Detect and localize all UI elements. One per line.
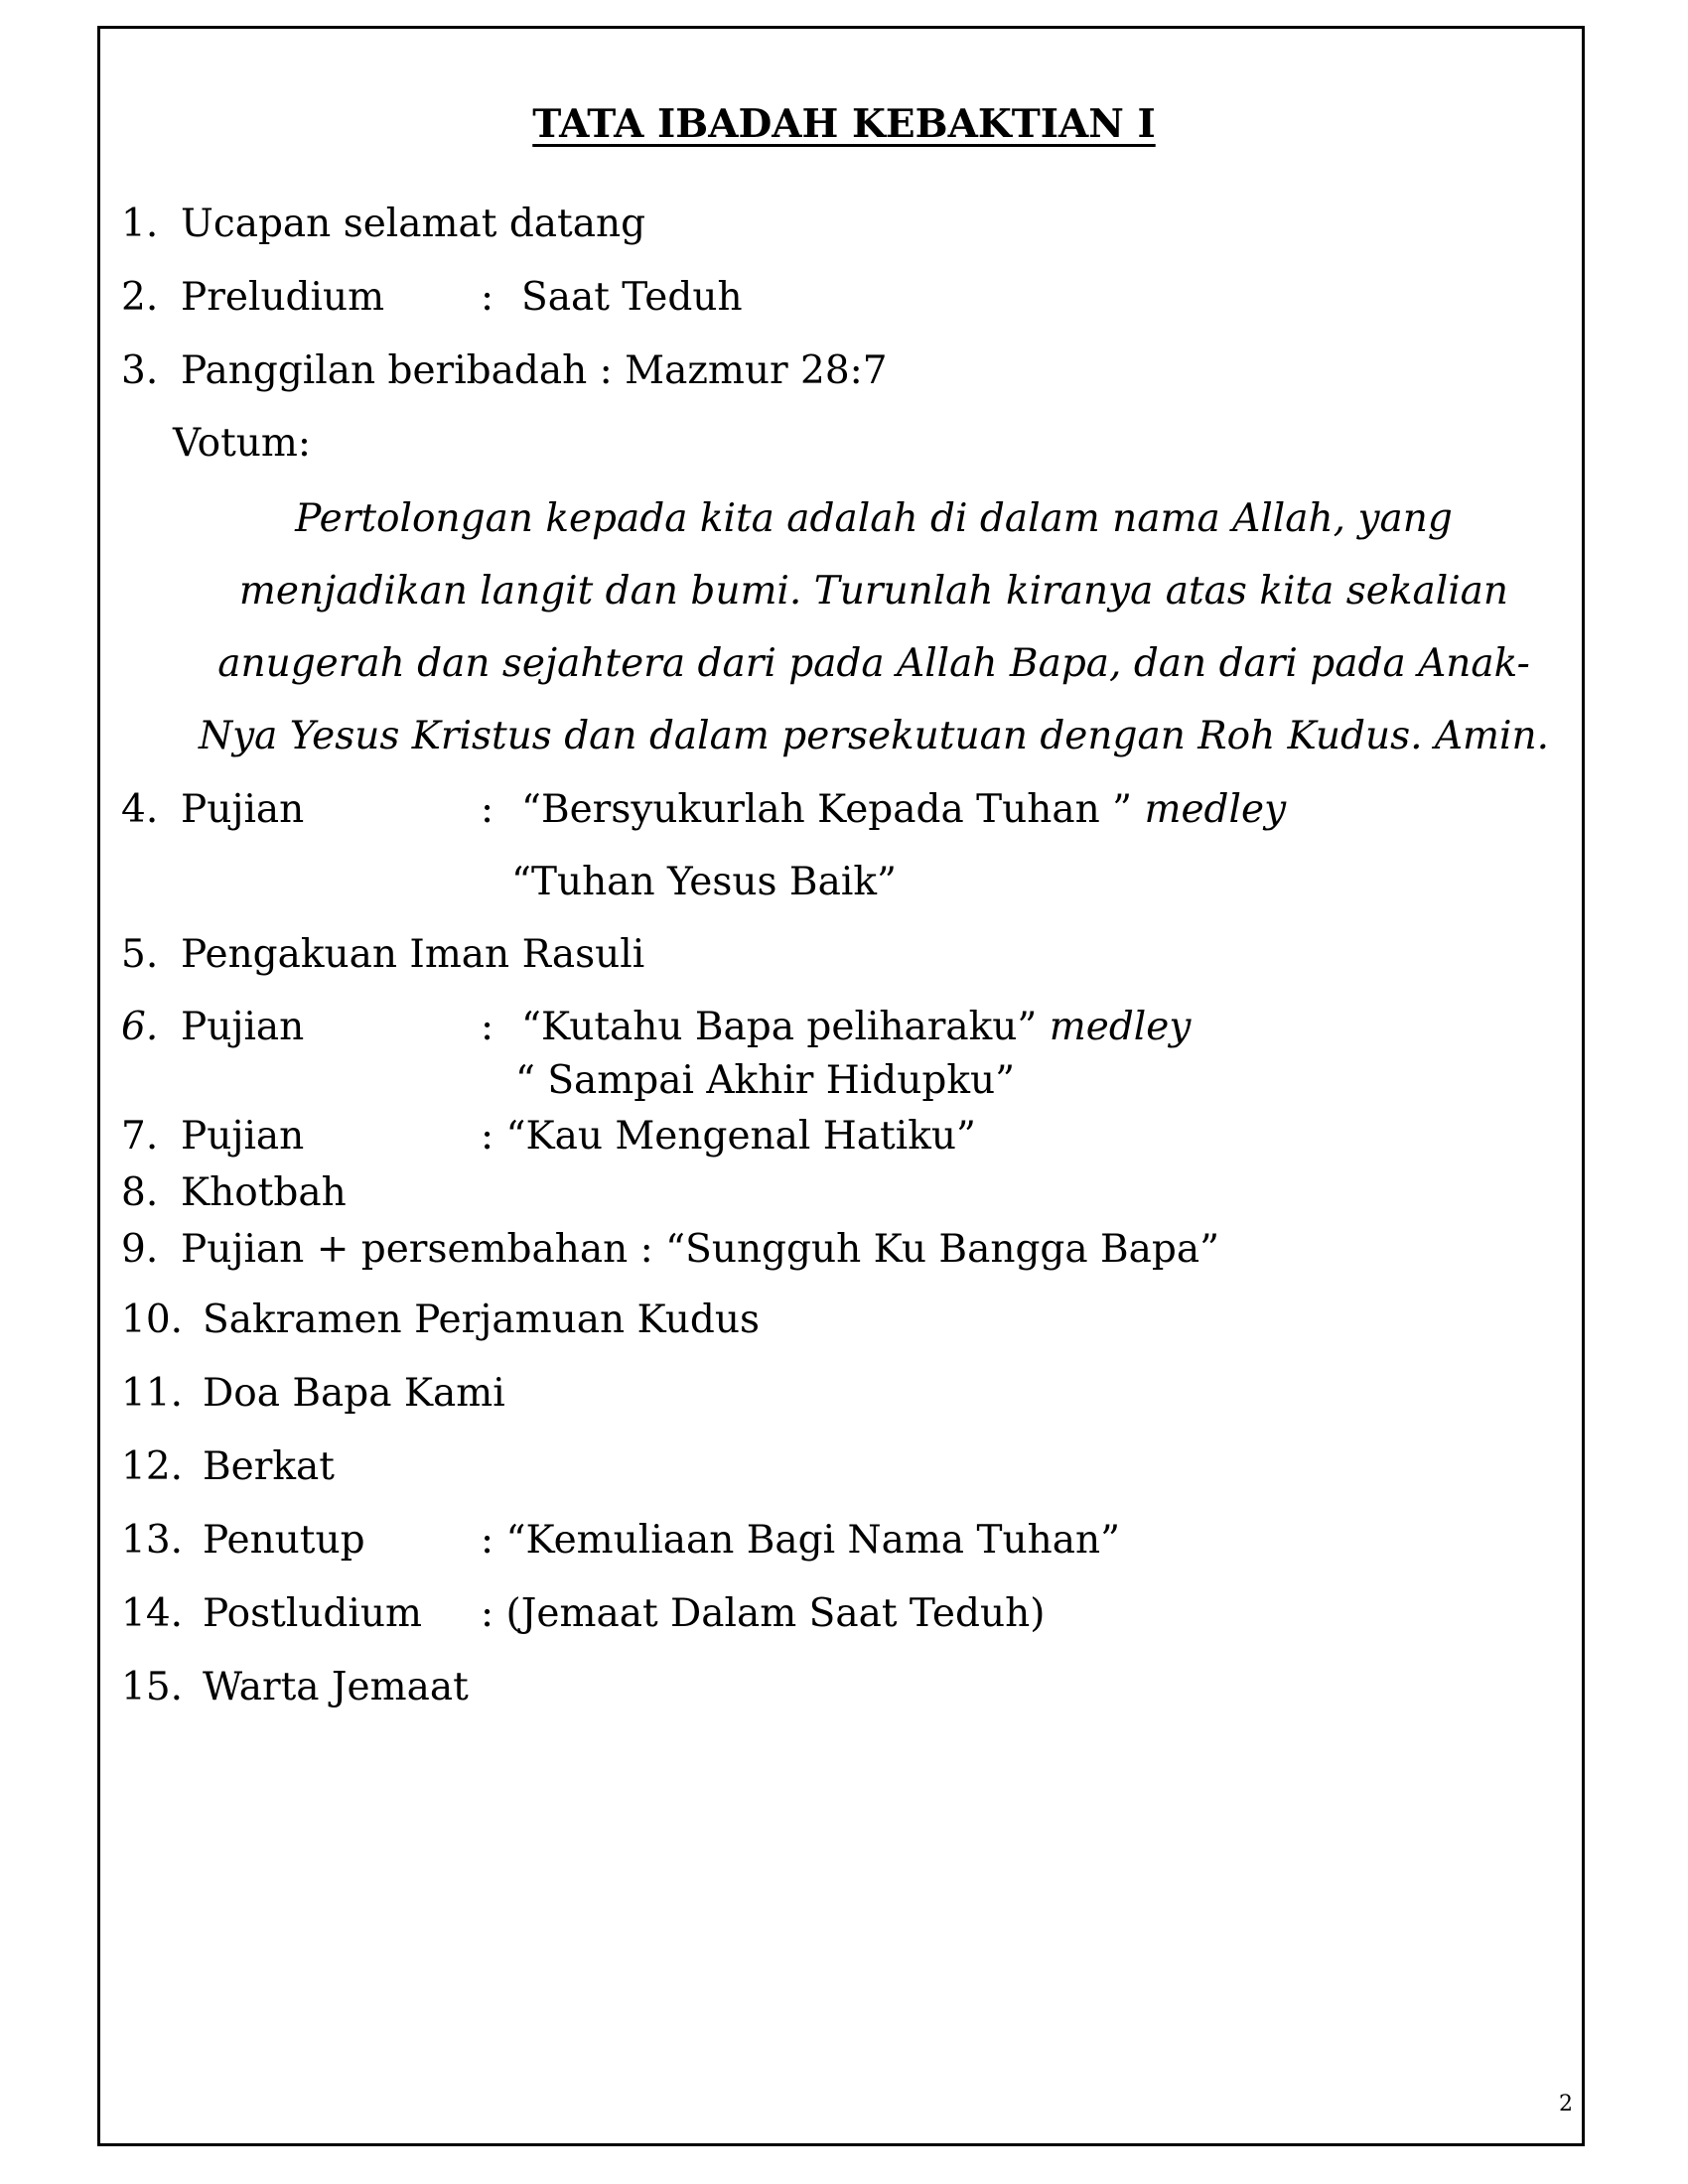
item-label: Postludium [203,1591,422,1636]
item-number: 1. [121,202,159,246]
item-label: Penutup [203,1518,365,1563]
item-separator: : [481,275,494,320]
medley-note: medley [1049,1005,1192,1049]
song-title: “Tuhan Yesus Baik” [511,860,897,904]
song-title: “ Sampai Akhir Hidupku” [515,1058,1016,1103]
item-number: 8. [121,1170,159,1215]
votum-line: Pertolongan kepada kita adalah di dalam nama Allah, yang [295,496,1453,541]
votum-line: Nya Yesus Kristus dan dalam persekutuan dengan Roh Kudus. Amin. [198,714,1550,758]
item-label: Khotbah [181,1170,347,1215]
item-label: Pujian [181,1114,305,1159]
item-number: 13. [121,1518,184,1563]
item-label: Berkat [203,1444,335,1489]
item-label: Doa Bapa Kami [203,1371,505,1416]
song-title: “Bersyukurlah Kepada Tuhan ” [521,787,1133,832]
item-number: 4. [121,787,159,832]
item-label: Pujian + persembahan : “Sungguh Ku Bangga Bapa” [181,1227,1220,1272]
votum-label: Votum: [173,421,311,466]
medley-note: medley [1144,787,1287,832]
item-number: 10. [121,1297,184,1342]
item-number: 9. [121,1227,159,1272]
item-label: Panggilan beribadah : Mazmur 28:7 [181,348,888,393]
item-number: 2. [121,275,159,320]
item-label: Sakramen Perjamuan Kudus [203,1297,760,1342]
item-value [521,1005,1192,1049]
item-number: 3. [121,348,159,393]
item-label: Ucapan selamat datang [181,202,646,246]
item-number: 12. [121,1444,184,1489]
votum-line: menjadikan langit dan bumi. Turunlah kiranya atas kita sekalian [238,569,1509,614]
song-title: “Kutahu Bapa peliharaku” [521,1005,1038,1049]
item-number: 14. [121,1591,184,1636]
item-value [521,787,1287,832]
item-number: 15. [121,1665,184,1709]
item-number: 5. [121,932,159,977]
item-label: Warta Jemaat [203,1665,469,1709]
page-number: 2 [1559,2092,1573,2116]
page-title: TATA IBADAH KEBAKTIAN I [532,101,1156,147]
item-number: 7. [121,1114,159,1159]
item-label: Pengakuan Iman Rasuli [181,932,645,977]
item-number: 11. [121,1371,184,1416]
item-value: : (Jemaat Dalam Saat Teduh) [481,1591,1046,1636]
item-separator: : [481,1005,494,1049]
item-value: Saat Teduh [521,275,743,320]
item-separator: : [481,787,494,832]
item-label: Pujian [181,787,305,832]
votum-line: anugerah dan sejahtera dari pada Allah Bapa, dan dari pada Anak- [217,641,1530,686]
item-label: Preludium [181,275,385,320]
item-label: Pujian [181,1005,305,1049]
item-value: : “Kemuliaan Bagi Nama Tuhan” [481,1518,1121,1563]
item-value: : “Kau Mengenal Hatiku” [481,1114,976,1159]
item-number: 6. [121,1005,159,1049]
